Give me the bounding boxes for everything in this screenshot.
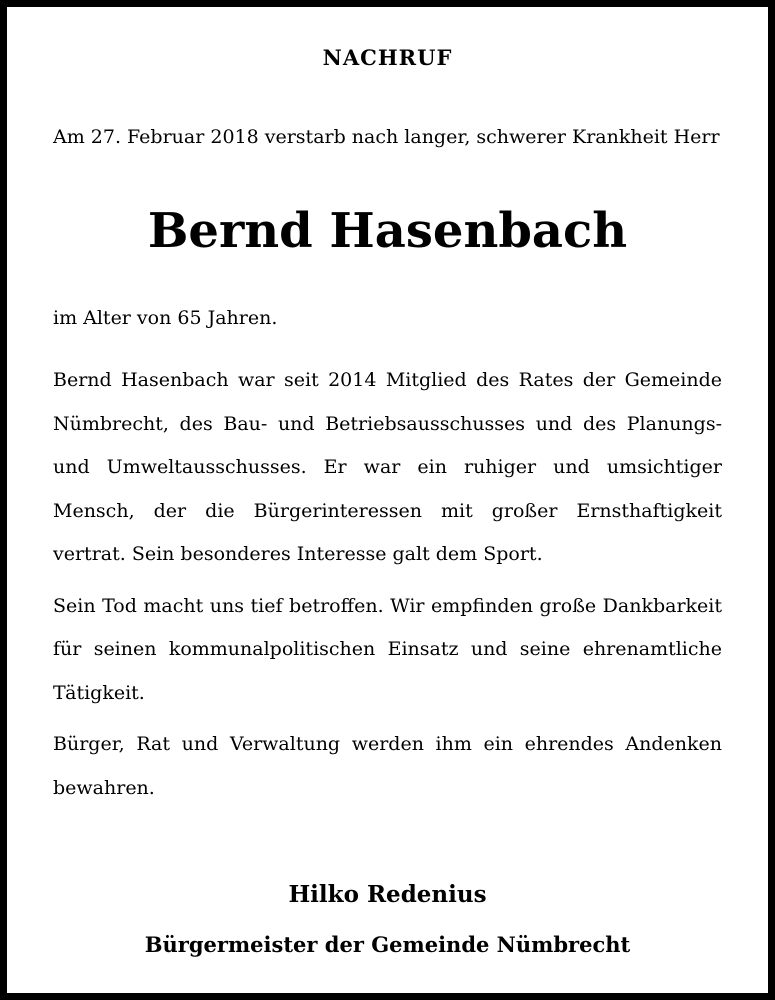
paragraph-remembrance: Bürger, Rat und Verwaltung werden ihm ein ehrendes Andenken bewahren. xyxy=(53,733,722,799)
paragraph-biography: Bernd Hasenbach war seit 2014 Mitglied des Rates der Gemeinde Nümbrecht, des Bau- und Betriebsausschusses und des Planungs- und Umweltausschusses. Er war ein ruhiger und umsichtiger Mensch, der die Bürgerinteressen mit großer Ernsthaftigkeit vertrat. Sein besonderes Interesse galt dem Sport. xyxy=(53,369,722,565)
deceased-name: Bernd Hasenbach xyxy=(147,203,628,259)
paragraph-gratitude: Sein Tod macht uns tief betroffen. Wir empfinden große Dankbarkeit für seinen kommunalpolitischen Einsatz und seine ehrenamtliche Tätigkeit. xyxy=(53,594,722,704)
body-text xyxy=(53,359,722,818)
signer-name: Hilko Redenius xyxy=(288,881,487,908)
notice-heading: NACHRUF xyxy=(322,45,453,70)
intro-line: Am 27. Februar 2018 verstarb nach langer, schwerer Krankheit Herr xyxy=(53,126,720,148)
age-line: im Alter von 65 Jahren. xyxy=(53,307,278,329)
signer-title: Bürgermeister der Gemeinde Nümbrecht xyxy=(144,932,631,957)
